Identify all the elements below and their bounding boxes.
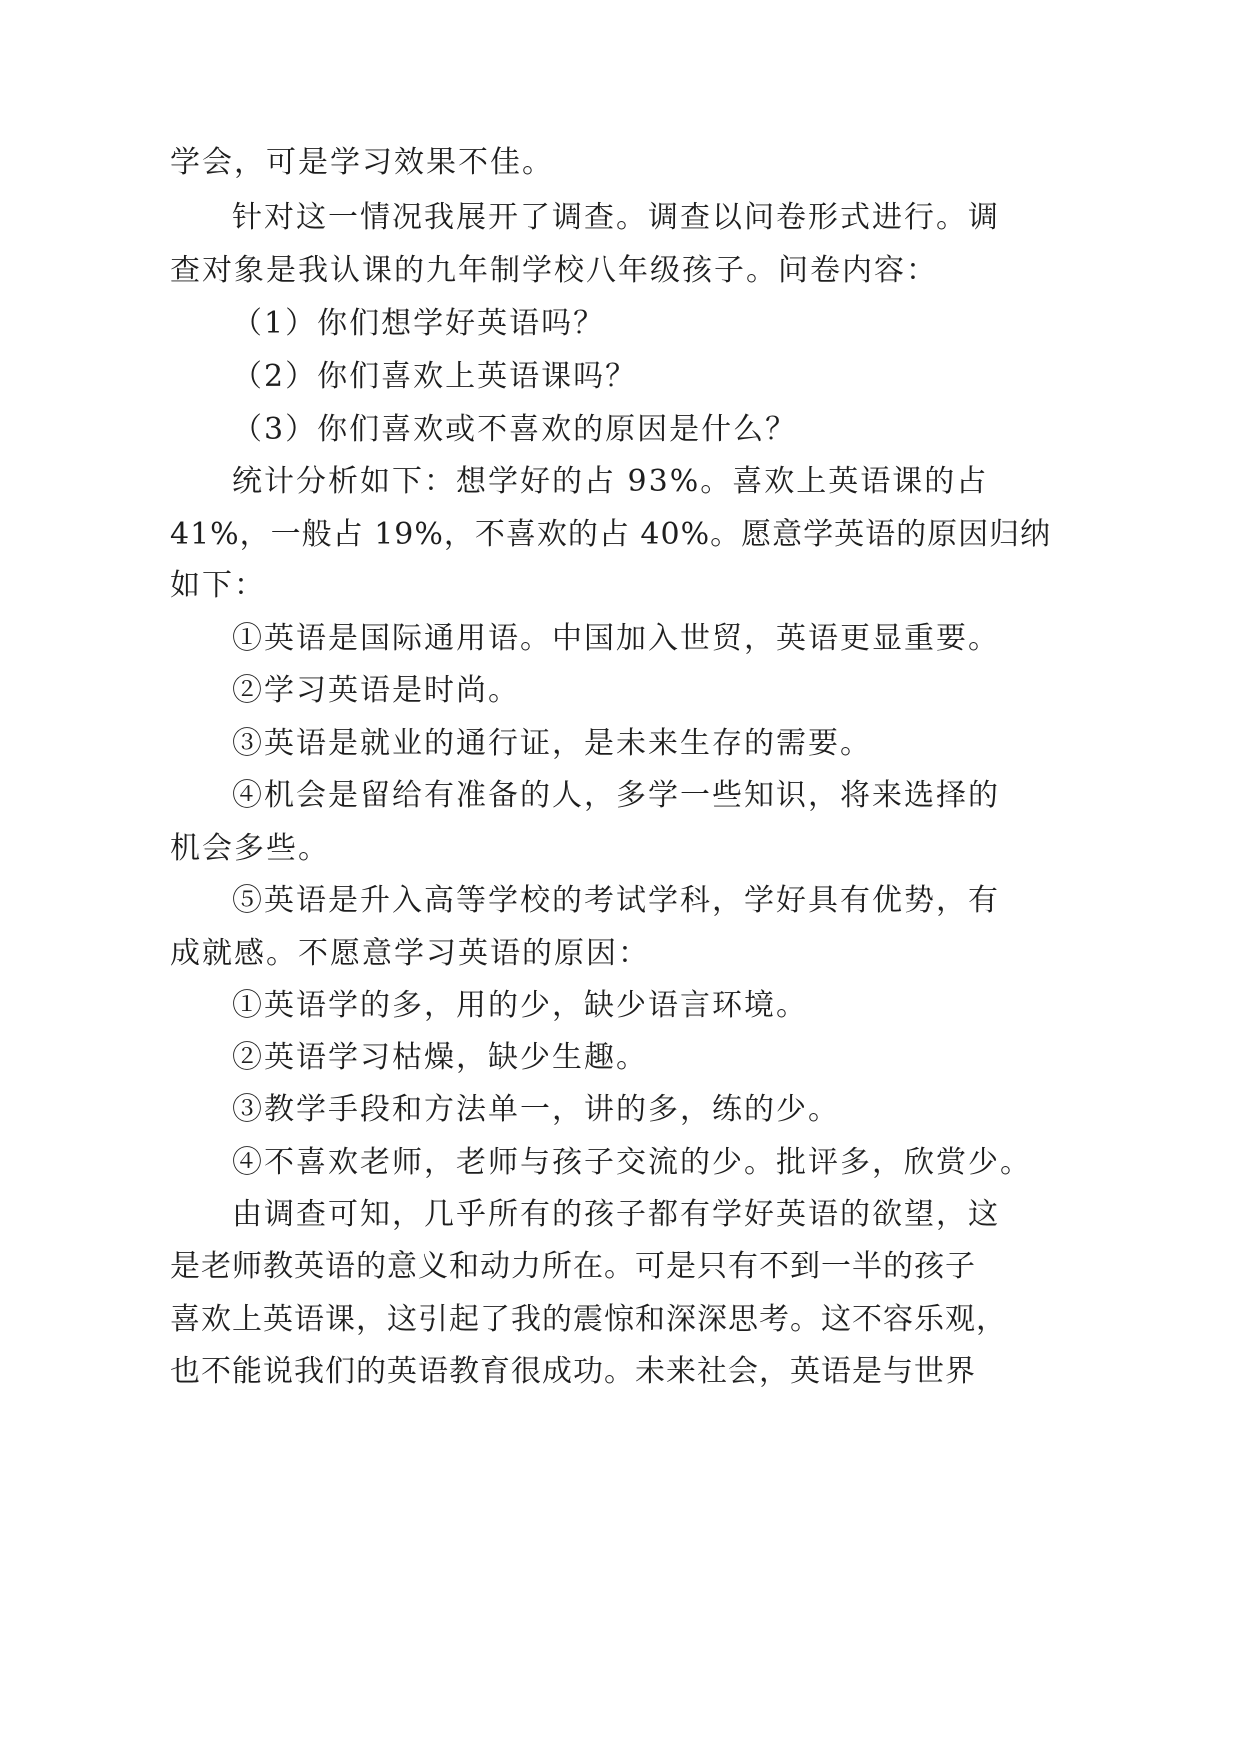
text-line: 统计分析如下：想学好的占 93%。喜欢上英语课的占 bbox=[232, 464, 989, 499]
text-line: 是老师教英语的意义和动力所在。可是只有不到一半的孩子 bbox=[170, 1249, 976, 1284]
text-line: 成就感。不愿意学习英语的原因： bbox=[170, 936, 650, 971]
text-line: （3）你们喜欢或不喜欢的原因是什么？ bbox=[232, 412, 798, 447]
text-line: ②英语学习枯燥，缺少生趣。 bbox=[232, 1040, 648, 1075]
text-line: ④机会是留给有准备的人，多学一些知识，将来选择的 bbox=[232, 778, 1000, 813]
text-line: 41%，一般占 19%，不喜欢的占 40%。愿意学英语的原因归纳 bbox=[170, 517, 1052, 552]
text-line: ①英语学的多，用的少，缺少语言环境。 bbox=[232, 988, 808, 1023]
text-line: 针对这一情况我展开了调查。调查以问卷形式进行。调 bbox=[232, 200, 1000, 235]
text-line: ③教学手段和方法单一，讲的多，练的少。 bbox=[232, 1092, 840, 1127]
text-line: 学会，可是学习效果不佳。 bbox=[170, 145, 554, 180]
text-line: 机会多些。 bbox=[170, 831, 330, 866]
text-line: ③英语是就业的通行证，是未来生存的需要。 bbox=[232, 726, 872, 761]
text-line: ⑤英语是升入高等学校的考试学科，学好具有优势，有 bbox=[232, 883, 1000, 918]
text-line: 如下： bbox=[170, 568, 266, 603]
text-line: 喜欢上英语课，这引起了我的震惊和深深思考。这不容乐观， bbox=[170, 1302, 1007, 1337]
text-line: 查对象是我认课的九年制学校八年级孩子。问卷内容： bbox=[170, 253, 938, 288]
text-line: ②学习英语是时尚。 bbox=[232, 673, 520, 708]
text-line: ④不喜欢老师，老师与孩子交流的少。批评多，欣赏少。 bbox=[232, 1145, 1032, 1180]
text-line: 由调查可知，几乎所有的孩子都有学好英语的欲望，这 bbox=[232, 1197, 1000, 1232]
text-line: （2）你们喜欢上英语课吗？ bbox=[232, 359, 638, 394]
text-line: （1）你们想学好英语吗？ bbox=[232, 306, 606, 341]
text-line: 也不能说我们的英语教育很成功。未来社会，英语是与世界 bbox=[170, 1354, 976, 1389]
text-line: ①英语是国际通用语。中国加入世贸，英语更显重要。 bbox=[232, 621, 1000, 656]
